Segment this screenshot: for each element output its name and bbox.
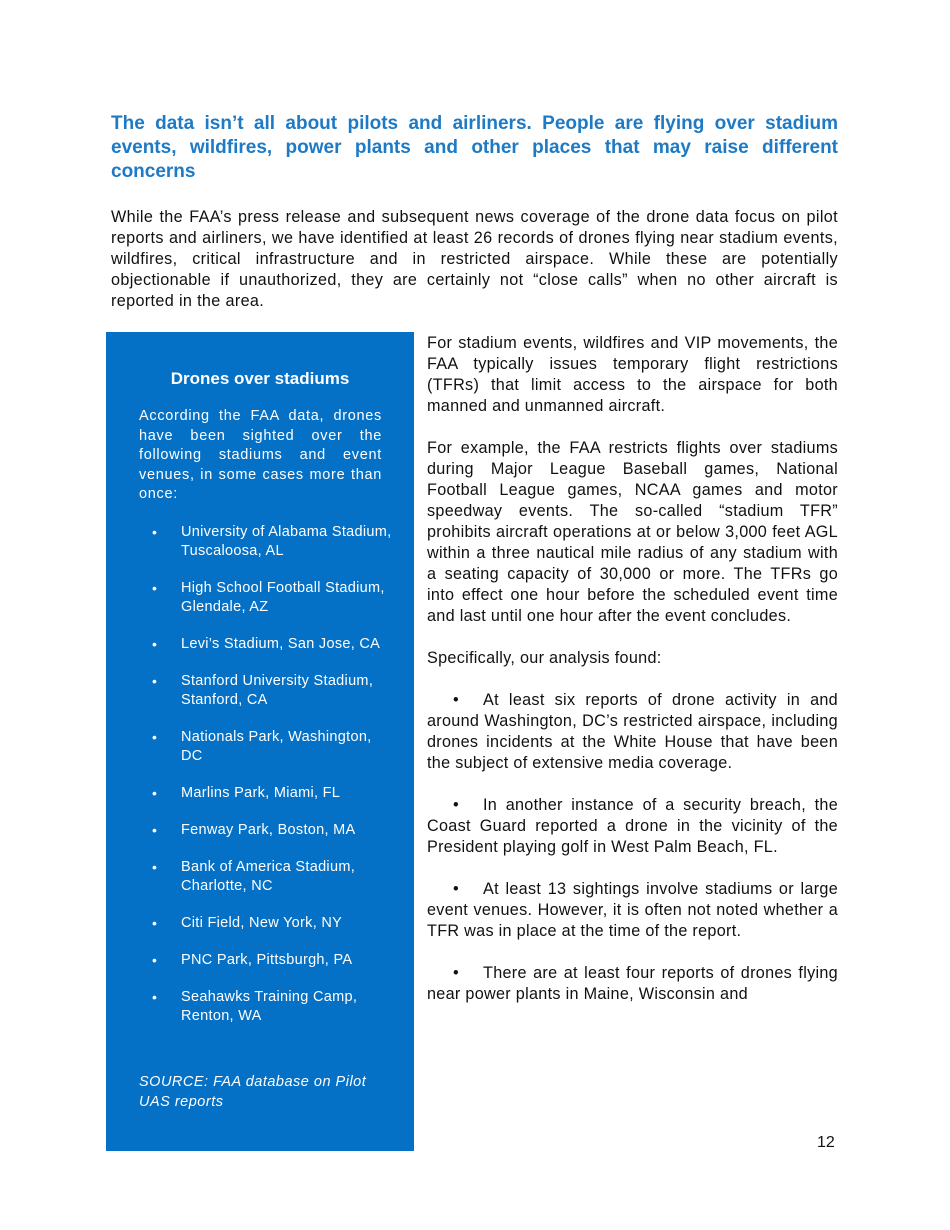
list-item [152, 988, 392, 1026]
bullet-icon: • [152, 989, 158, 1005]
stadium-name: PNC Park, Pittsburgh, PA [181, 952, 353, 968]
bullet-icon: • [152, 729, 158, 745]
bullet-icon: • [152, 859, 158, 875]
body-paragraph: Specifically, our analysis found: [427, 649, 662, 667]
bullet-icon: • [152, 915, 158, 931]
main-column [427, 333, 838, 1005]
list-item [152, 821, 392, 840]
stadium-name: Nationals Park, Washington, DC [181, 729, 372, 764]
bullet-icon: • [152, 673, 158, 689]
bullet-icon: • [453, 880, 459, 898]
bullet-icon: • [152, 822, 158, 838]
stadium-name: Marlins Park, Miami, FL [181, 785, 341, 801]
stadium-name: Stanford University Stadium, Stanford, CA [181, 673, 374, 708]
intro-paragraph: While the FAA’s press release and subsequent news coverage of the drone data focus on pilot reports and airliners, we have identified at least 26 records of drones flying near stadium events, wildfires, critical infrastructure and in restricted airspace. While these are potentially objectionable if unauthorized, they are certainly not “close calls” when no other aircraft is reported in the area. [111, 208, 838, 310]
list-item [152, 635, 392, 654]
bullet-icon: • [152, 524, 158, 540]
bullet-icon: • [453, 691, 459, 709]
finding-item [427, 690, 838, 774]
sidebar-box [106, 332, 414, 1151]
stadium-name: Fenway Park, Boston, MA [181, 822, 356, 838]
body-paragraph: For stadium events, wildfires and VIP movements, the FAA typically issues temporary flight restrictions (TFRs) that limit access to the airspace for both manned and unmanned aircraft. [427, 334, 838, 415]
stadium-name: Bank of America Stadium, Charlotte, NC [181, 859, 356, 894]
list-item [152, 579, 392, 617]
list-item [152, 523, 392, 561]
list-item [152, 858, 392, 896]
section-heading: The data isn’t all about pilots and airliners. People are flying over stadium events, wildfires, power plants and other places that may raise different concerns [111, 113, 838, 182]
source-note: SOURCE: FAA database on Pilot UAS reports [139, 1074, 367, 1110]
bullet-icon: • [453, 796, 459, 814]
stadium-name: University of Alabama Stadium, Tuscaloosa, AL [181, 524, 392, 559]
sidebar-title: Drones over stadiums [170, 369, 350, 388]
bullet-icon: • [152, 952, 158, 968]
list-item [152, 914, 392, 933]
finding-text: There are at least four reports of drones flying near power plants in Maine, Wisconsin and [427, 964, 838, 1003]
bullet-icon: • [152, 580, 158, 596]
finding-item [427, 963, 838, 1005]
finding-text: In another instance of a security breach, the Coast Guard reported a drone in the vicinity of the President playing golf in West Palm Beach, FL. [427, 796, 838, 856]
list-item [152, 672, 392, 710]
body-paragraph: For example, the FAA restricts flights over stadiums during Major League Baseball games, National Football League games, NCAA games and motor speedway events. The so-called “stadium TFR” prohibits aircraft operations at or below 3,000 feet AGL within a three nautical mile radius of any stadium with a seating capacity of 30,000 or more. The TFRs go into effect one hour before the scheduled event time and last until one hour after the event concludes. [427, 439, 838, 625]
stadium-name: Seahawks Training Camp, Renton, WA [181, 989, 358, 1024]
bullet-icon: • [453, 964, 459, 982]
stadium-name: Levi’s Stadium, San Jose, CA [181, 636, 381, 652]
bullet-icon: • [152, 785, 158, 801]
stadium-name: High School Football Stadium, Glendale, AZ [181, 580, 385, 615]
finding-text: At least 13 sightings involve stadiums or large event venues. However, it is often not noted whether a TFR was in place at the time of the report. [427, 880, 838, 940]
stadium-name: Citi Field, New York, NY [181, 915, 343, 931]
bullet-icon: • [152, 636, 158, 652]
stadium-list [152, 523, 392, 1044]
finding-text: At least six reports of drone activity in and around Washington, DC’s restricted airspace, including drones incidents at the White House that have been the subject of extensive media coverage. [427, 691, 838, 772]
list-item [152, 951, 392, 970]
list-item [152, 728, 392, 766]
finding-item [427, 795, 838, 858]
list-item [152, 784, 392, 803]
finding-item [427, 879, 838, 942]
sidebar-intro: According the FAA data, drones have been sighted over the following stadiums and event venues, in some cases more than once: [139, 408, 382, 502]
page-number: 12 [817, 1134, 835, 1151]
